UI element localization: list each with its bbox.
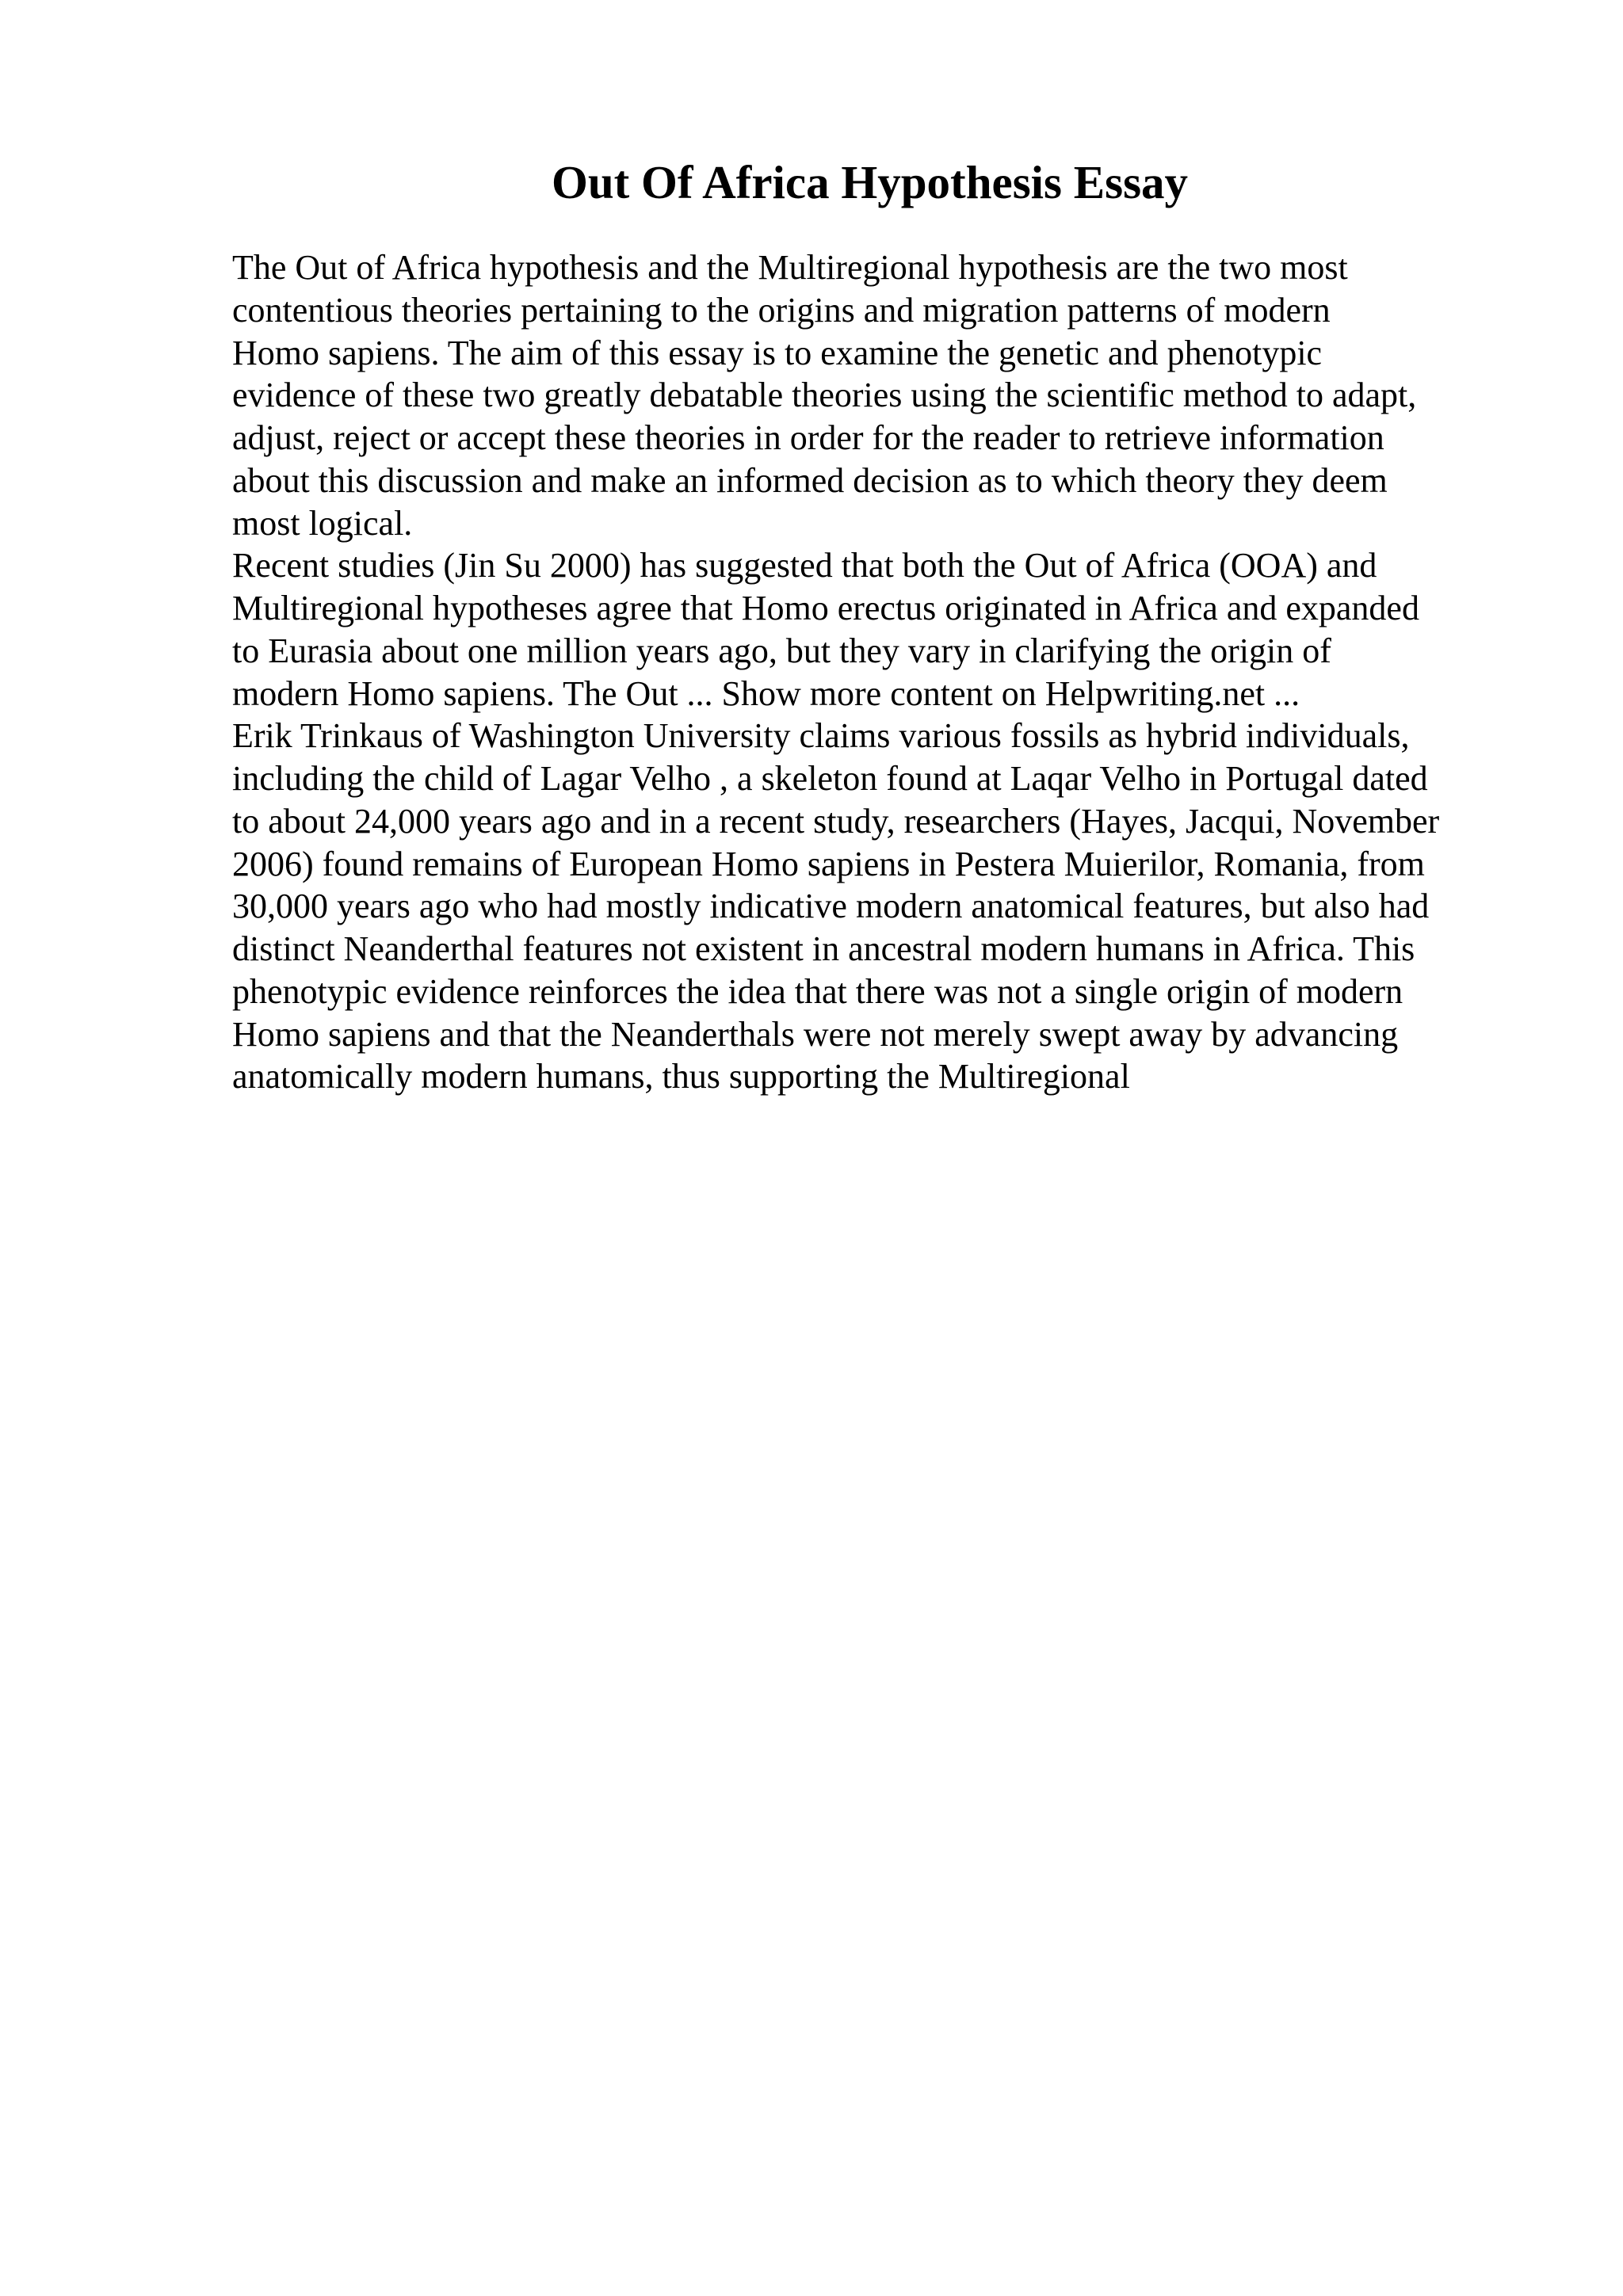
text-line: evidence of these two greatly debatable theories using the scientific method to adapt, [232, 376, 1417, 415]
text-line: including the child of Lagar Velho , a skeleton found at Laqar Velho in Portugal dated [232, 759, 1428, 798]
text-line: 2006) found remains of European Homo sapiens in Pestera Muierilor, Romania, from [232, 844, 1425, 883]
text-line: 30,000 years ago who had mostly indicative modern anatomical features, but also had [232, 887, 1430, 926]
text-line: phenotypic evidence reinforces the idea that there was not a single origin of modern [232, 971, 1403, 1011]
text-line: about this discussion and make an informed decision as to which theory they deem [232, 460, 1388, 500]
text-line: Homo sapiens. The aim of this essay is to examine the genetic and phenotypic [232, 333, 1323, 372]
paragraph-intro [232, 246, 1532, 544]
text-line: Recent studies (Jin Su 2000) has suggested that both the Out of Africa (OOA) and [232, 546, 1377, 585]
text-line: to Eurasia about one million years ago, but they vary in clarifying the origin of [232, 631, 1331, 670]
text-line: modern Homo sapiens. The Out ... Show more content on Helpwriting.net ... [232, 673, 1300, 713]
text-line: distinct Neanderthal features not existent in ancestral modern humans in Africa. This [232, 929, 1415, 968]
text-line: adjust, reject or accept these theories in order for the reader to retrieve information [232, 418, 1384, 457]
text-line: Multiregional hypotheses agree that Homo erectus originated in Africa and expanded [232, 589, 1419, 627]
document-body [232, 246, 1532, 1098]
document-title: Out Of Africa Hypothesis Essay [551, 156, 1189, 208]
text-line: Erik Trinkaus of Washington University claims various fossils as hybrid individuals, [232, 716, 1410, 756]
text-line: The Out of Africa hypothesis and the Multiregional hypothesis are the two most [232, 248, 1348, 287]
text-line: to about 24,000 years ago and in a recent study, researchers (Hayes, Jacqui, November [232, 801, 1440, 841]
text-line: anatomically modern humans, thus supporting the Multiregional [232, 1057, 1130, 1097]
paragraph-recent-studies [232, 544, 1532, 715]
paragraph-trinkaus [232, 715, 1532, 1098]
text-line: contentious theories pertaining to the origins and migration patterns of modern [232, 290, 1331, 330]
text-line: most logical. [232, 503, 413, 543]
text-line: Homo sapiens and that the Neanderthals were not merely swept away by advancing [232, 1014, 1399, 1054]
